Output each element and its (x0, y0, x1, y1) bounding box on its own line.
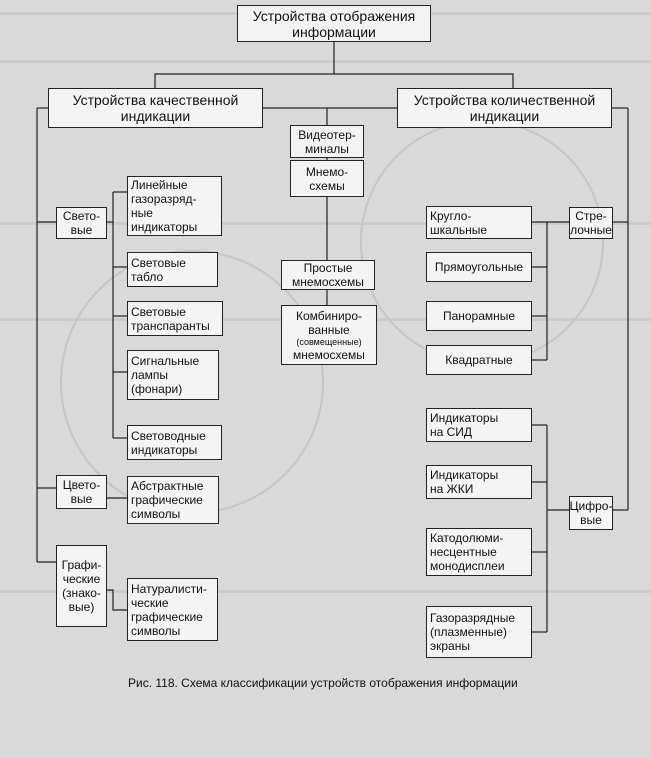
quantitative-indication-node: Устройства количественной индикации (397, 88, 612, 128)
simple-mnemo-node: Простые мнемосхемы (281, 260, 375, 290)
graphic-node: Графи- ческие (знако- вые) (56, 545, 107, 627)
combined-mnemo-subtitle: мнемосхемы (293, 347, 365, 362)
lcd-indicators-node: Индикаторы на ЖКИ (426, 465, 532, 499)
led-indicators-node: Индикаторы на СИД (426, 408, 532, 442)
lightguide-indicators-node: Световодные индикаторы (127, 425, 222, 460)
linear-gas-indicators-node: Линейные газоразряд- ные индикаторы (127, 176, 222, 236)
figure-caption: Рис. 118. Схема классификации устройств отображения информации (128, 676, 518, 690)
pointer-node: Стре- лочные (570, 209, 612, 237)
rectangular-node: Прямоугольные (426, 252, 532, 282)
naturalistic-symbols-node: Натуралисти- ческие графические символы (127, 578, 218, 641)
light-board-node: Световые табло (127, 252, 218, 287)
video-terminals-node: Видеотер- миналы (290, 125, 364, 158)
abstract-symbols-node: Абстрактные графические символы (127, 476, 219, 524)
root-node: Устройства отображения информации (237, 5, 431, 42)
light-node: Свето- вые (56, 207, 107, 239)
color-node: Цвето- вые (56, 475, 107, 509)
light-transparency-node: Световые транспаранты (127, 301, 223, 336)
panoramic-node: Панорамные (426, 301, 532, 331)
digital-node: Цифро- вые (569, 496, 613, 530)
signal-lamps-node: Сигнальные лампы (фонари) (127, 350, 219, 400)
gas-discharge-screen-node: Газоразрядные (плазменные) экраны (426, 606, 532, 658)
square-node: Квадратные (426, 345, 532, 375)
cathode-display-node: Катодолюми- несцентные монодисплеи (426, 528, 532, 576)
combined-mnemo-node (281, 305, 377, 365)
combined-mnemo-title: Комбиниро- ванные (295, 308, 363, 337)
combined-mnemo-note: (совмещенные) (296, 336, 362, 347)
round-scale-node: Кругло- шкальные (426, 206, 532, 239)
mnemo-schemes-node: Мнемо- схемы (290, 160, 364, 197)
qualitative-indication-node: Устройства качественной индикации (48, 88, 263, 128)
